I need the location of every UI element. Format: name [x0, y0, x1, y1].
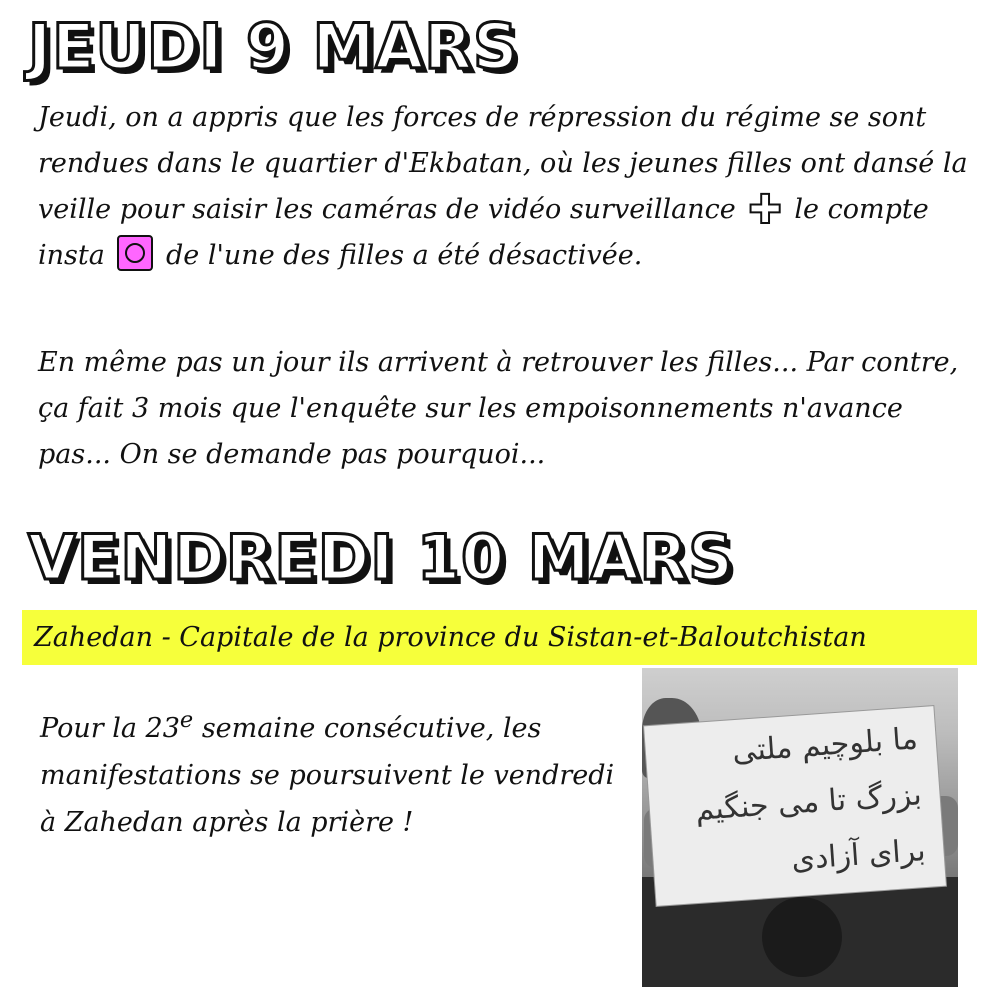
paragraph-manifestations-part-2: semaine consécutive, les manifestations se poursuivent le vendredi à Zahedan après la prière !	[40, 713, 615, 838]
paragraph-ekbatan-part-3: de l'une des filles a été désactivée.	[166, 240, 643, 271]
photo-child-head	[762, 897, 842, 977]
heading-vendredi-10-mars: VENDREDI 10 MARS	[28, 521, 734, 594]
paragraph-ekbatan-part-2: le compte insta	[38, 194, 929, 271]
superscript-e: e	[179, 707, 194, 733]
paragraph-manifestations	[40, 697, 630, 846]
paragraph-manifestations-part-1: Pour la 23	[40, 713, 180, 744]
sign-line-2: بزرگ تا می جنگیم	[694, 777, 923, 828]
instagram-icon	[117, 235, 153, 271]
paragraph-ekbatan-part-1: Jeudi, on a appris que les forces de répression du régime se sont rendues dans le quartier d'Ekbatan, où les jeunes filles ont dansé la veille pour saisir les caméras de vidéo surveillance	[38, 102, 968, 225]
heading-jeudi-9-mars: JEUDI 9 MARS	[28, 10, 519, 83]
banner-text: Zahedan - Capitale de la province du Sistan-et-Baloutchistan	[34, 622, 867, 653]
protest-photo	[642, 668, 958, 987]
plus-icon: ✚	[748, 187, 782, 233]
paragraph-ekbatan	[38, 95, 968, 279]
protest-sign	[644, 706, 946, 906]
paragraph-enquete: En même pas un jour ils arrivent à retrouver les filles... Par contre, ça fait 3 mois que l'enquête sur les empoisonnements n'avance pas... On se demande pas pourquoi...	[38, 347, 959, 470]
sign-line-1: ما بلوچیم ملتی	[731, 721, 919, 770]
highlight-banner-zahedan	[22, 610, 977, 665]
sign-line-3: برای آزادی	[790, 833, 927, 878]
